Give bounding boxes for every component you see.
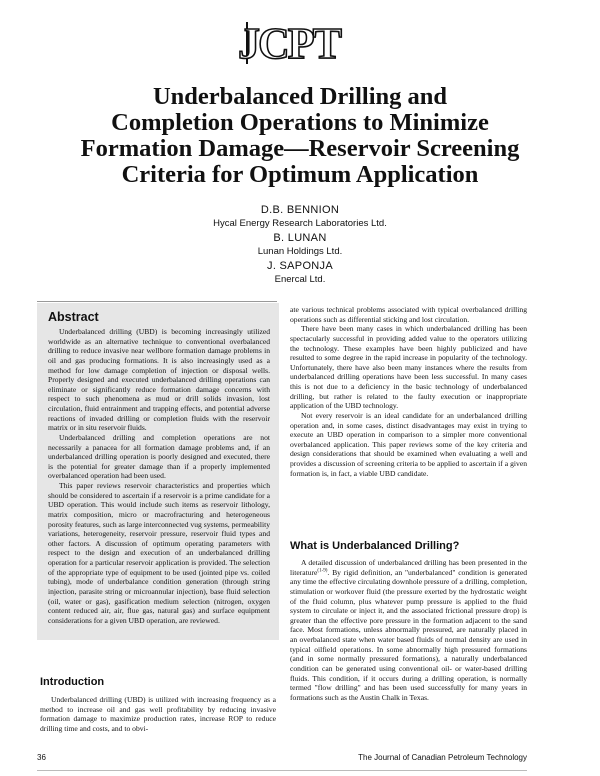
right-column-body: [290, 305, 527, 478]
page-number: 36: [37, 753, 46, 762]
ubd-text-before-reference: A detailed discussion of underbalanced drilling has been presented in the literature: [290, 558, 527, 577]
body-paragraph: Not every reservoir is an ideal candidate for an underbalanced drilling operation and, in some cases, distinct disadvantages may exist in trying to execute an UBD operation in comparison to a simpler more conventional overbalanced application. This paper reviews some of the key criteria and design considerations that should be examined when evaluating a well and provides a discussion of screening criteria to be applied to ascertain if a given formation is, in fact, a viable UBD candidate.: [290, 410, 527, 478]
author-name: J. SAPONJA: [267, 260, 333, 272]
title-line: Completion Operations to Minimize: [111, 109, 489, 136]
author-name: B. LUNAN: [273, 232, 327, 244]
title-line: Criteria for Optimum Application: [121, 161, 479, 188]
author-block: [120, 203, 480, 287]
footer-rule: [37, 770, 527, 771]
author-name: D.B. BENNION: [260, 204, 340, 216]
abstract-paragraph: This paper reviews reservoir characteristics and properties which should be considered to ascertain if a reservoir is a prime candidate for a UBD operation. This would include such items as reservoir lithology, matrix composition, micro or macrofracturing and heterogeneous porosity features, such as large interconnected vug systems, permeability variations, heterogeneity, reservoir pressure, reservoir fluid types and other factors. A discussion of optimum operating parameters with respect to the design and execution of an underbalanced drilling operation for a particular reservoir application is provided. The selection of the appropriate type of equipment to be used (jointed pipe vs. coiled tubing), mode of underbalance condition generation (through string injection, parasite string or microannular injection), base fluid selection (oil, water or gas), gasification medium selection (nitrogen, oxygen content reduced air, air, flue gas, natural gas) and surface equipment considerations for a given UBD operation, are reviewed.: [48, 481, 270, 625]
article-title: [60, 84, 540, 188]
ubd-section-heading: What is Underbalanced Drilling?: [290, 540, 460, 552]
abstract-heading: Abstract: [48, 310, 99, 324]
abstract-body: [48, 327, 270, 625]
introduction-heading: Introduction: [40, 676, 105, 688]
author-affiliation: Hycal Energy Research Laboratories Ltd.: [213, 218, 387, 229]
title-line: Formation Damage—Reservoir Screening: [80, 135, 520, 162]
journal-logo: [238, 20, 338, 70]
abstract-paragraph: Underbalanced drilling (UBD) is becoming increasingly utilized worldwide as an alternative technique to conventional overbalanced drilling to reduce invasive near wellbore formation damage problems in oil and gas producing formations. It is also increasingly used as a method for low damage completion of injection or disposal wells. Properly designed and executed underbalanced drilling operations can eliminate or significantly reduce formation damage concerns with respect to such phenomena as mud or drill solids invasion, lost circulation, fluid entrainment and trapping effects, and potential adverse reactions of invaded drilling or completion fluids with the reservoir matrix or in situ reservoir fluids.: [48, 327, 270, 433]
ubd-section-body: [290, 558, 527, 702]
author-affiliation: Lunan Holdings Ltd.: [257, 246, 343, 257]
title-line: Underbalanced Drilling and: [152, 83, 448, 110]
journal-name: The Journal of Canadian Petroleum Technology: [358, 753, 527, 762]
author-affiliation: Enercal Ltd.: [274, 274, 326, 285]
continued-paragraph: ate various technical problems associated with typical overbalanced drilling operations such as differential sticking and lost circulation.: [290, 305, 527, 324]
introduction-body: [40, 695, 276, 734]
body-paragraph: There have been many cases in which underbalanced drilling has been spectacularly successful in providing added value to the operators utilizing the technology. These examples have been highly publicized and have resulted to some degree in the rapid increase in popularity of the technology. Unfortunately, there have also been many instances where the results from underbalanced drilling operations have been less successful. In many cases this is not due to a deficiency in the basic technology of underbalanced drilling, but rather is related to the faulty execution or inappropriate application of the UBD technology.: [290, 324, 527, 411]
abstract-paragraph: Underbalanced drilling and completion operations are not necessarily a panacea for all formation damage problems and, if an underbalanced drilling operation is poorly designed and executed, there is the potential for greater damage than if a properly implemented overbalanced operation had been used.: [48, 432, 270, 481]
citation-reference: (1-9): [317, 568, 328, 574]
abstract-top-rule: [37, 301, 277, 302]
introduction-paragraph: Underbalanced drilling (UBD) is utilized with increasing frequency as a method to increase oil and gas well profitability by reducing invasive formation damage to maximize production rates, increase ROP to reduce drilling time and costs, and to obvi-: [40, 695, 276, 733]
ubd-paragraph: [290, 558, 527, 702]
ubd-text-after-reference: . By rigid definition, an "underbalanced" condition is generated any time the effective circulating downhole pressure of a drilling, completion, stimulation or workover fluid (the pressure exerted by the hydrostatic weight of the fluid column, plus whatever pump pressure is applied to the fluid system to circulate or inject it, and the associated frictional pressure drop) is greater than the effective pore pressure in the formation adjacent to the sand face. Most formations, unless abnormally pressured, are naturally placed in an overbalanced state when water based fluids of normal density are used in typical oilfield operations. In some abnormally high pressured formations (and in some normally pressured formations), a naturally underbalanced condition can be generated using conventional oil- or water-based drilling fluids. This condition, if it occurs during a drilling operation, is normally termed "flow drilling" and has been used successfully for many years in formations such as the Austin Chalk in Texas.: [290, 567, 527, 702]
logo-text: JCPT: [238, 19, 340, 68]
